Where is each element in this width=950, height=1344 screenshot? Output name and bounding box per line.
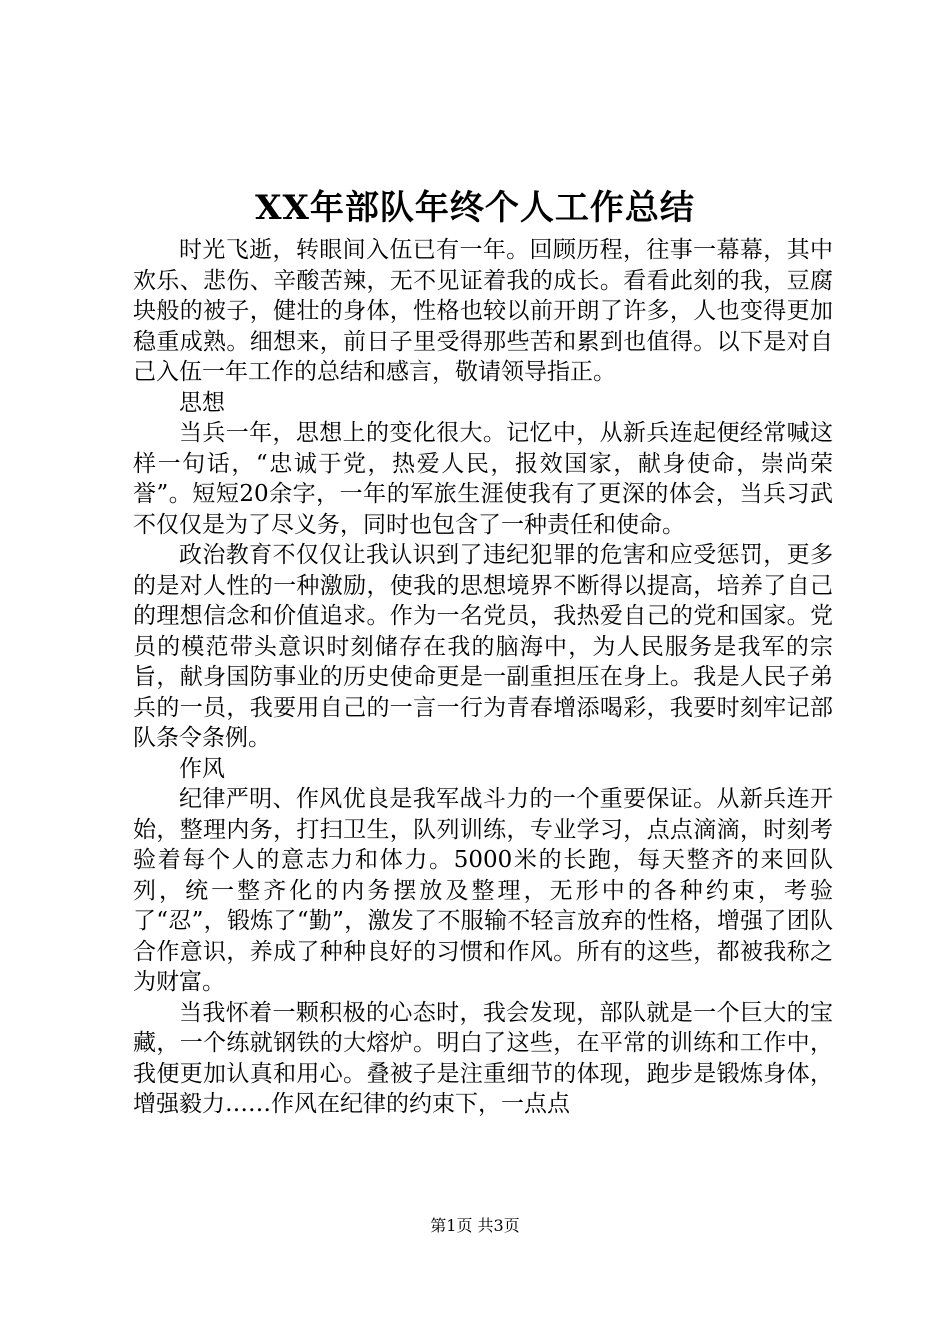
page-number-footer: 第1页 共3页 <box>430 1216 520 1235</box>
paragraph-style-1: 纪律严明、作风优良是我军战斗力的一个重要保证。从新兵连开始，整理内务，打扫卫生，队列训练，专业学习，点点滴滴，时刻考验着每个人的意志力和体力。5000米的长跑，每天整齐的来回队列，统一整齐化的内务摆放及整理，无形中的各种约束，考验了“忍”，锻炼了“勤”，激发了不服输不轻言放弃的性格，增强了团队合作意识，养成了种种良好的习惯和作风。所有的这些，都被我称之为财富。 <box>133 786 833 995</box>
paragraph-style-2: 当我怀着一颗积极的心态时，我会发现，部队就是一个巨大的宝藏，一个练就钢铁的大熔炉。明白了这些，在平常的训练和工作中，我便更加认真和用心。叠被子是注重细节的体现，跑步是锻炼身体，增强毅力……作风在纪律的约束下，一点点 <box>133 999 833 1117</box>
document-title: XX年部队年终个人工作总结 <box>255 188 695 228</box>
paragraph-intro: 时光飞逝，转眼间入伍已有一年。回顾历程，往事一幕幕，其中欢乐、悲伤、辛酸苦辣，无不见证着我的成长。看看此刻的我，豆腐块般的被子，健壮的身体，性格也较以前开朗了许多，人也变得更加稳重成熟。细想来，前日子里受得那些苦和累到也值得。以下是对自己入伍一年工作的总结和感言，敬请领导指正。 <box>133 237 833 385</box>
section-heading-style: 作风 <box>179 755 225 782</box>
paragraph-thought-1: 当兵一年，思想上的变化很大。记忆中，从新兵连起便经常喊这样一句话，“忠诚于党，热爱人民，报效国家，献身使命，崇尚荣誉”。短短20余字，一年的军旅生涯使我有了更深的体会，当兵习武不仅仅是为了尽义务，同时也包含了一种责任和使命。 <box>133 420 833 538</box>
section-heading-thought: 思想 <box>179 389 225 416</box>
paragraph-thought-2: 政治教育不仅仅让我认识到了违纪犯罪的危害和应受惩罚，更多的是对人性的一种激励，使我的思想境界不断得以提高，培养了自己的理想信念和价值追求。作为一名党员，我热爱自己的党和国家。党员的模范带头意识时刻储存在我的脑海中，为人民服务是我军的宗旨，献身国防事业的历史使命更是一副重担压在身上。我是人民子弟兵的一员，我要用自己的一言一行为青春增添喝彩，我要时刻牢记部队条令条例。 <box>133 542 833 751</box>
document-body <box>133 235 833 1120</box>
